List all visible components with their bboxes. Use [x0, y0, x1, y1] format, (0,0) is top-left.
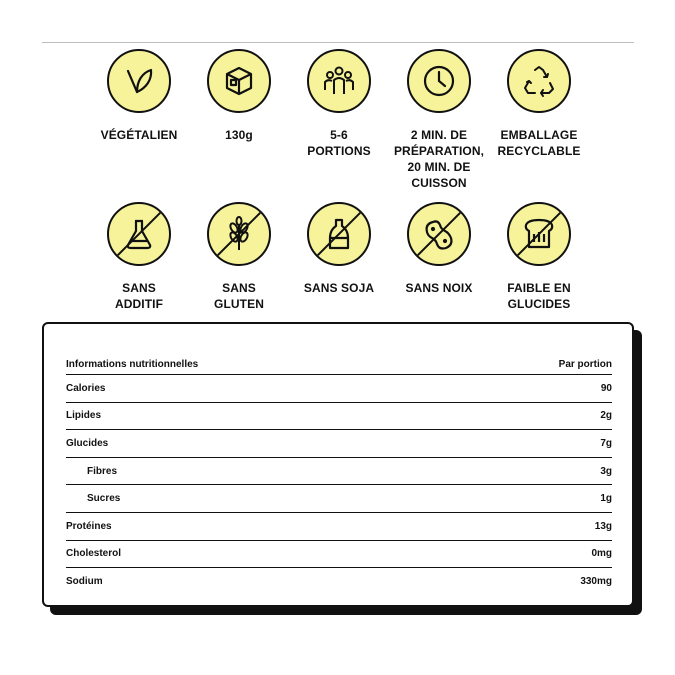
feature-time — [389, 49, 489, 191]
nutrient-value: 3g — [600, 465, 612, 477]
recycle-icon — [507, 49, 571, 113]
feature-label: FAIBLE EN GLUCIDES — [507, 281, 571, 311]
feature-portions — [289, 49, 389, 159]
nutrient-label: Protéines — [66, 520, 112, 532]
nutrient-value: 0mg — [591, 548, 612, 560]
nutrition-header-value: Par portion — [558, 358, 612, 370]
nutrient-value: 2g — [600, 410, 612, 422]
slash-mark — [508, 203, 570, 265]
feature-recyclable — [489, 49, 589, 159]
nutrition-header-label: Informations nutritionnelles — [66, 358, 199, 370]
slash-mark — [108, 203, 170, 265]
people-group-icon — [307, 49, 371, 113]
table-row — [66, 568, 612, 595]
nutrient-label: Calories — [66, 382, 106, 394]
feature-nut-free — [389, 202, 489, 296]
nutrient-value: 7g — [600, 437, 612, 449]
wheat-icon — [207, 202, 271, 266]
bread-icon — [507, 202, 571, 266]
table-row — [66, 458, 612, 486]
nutrient-label: Sodium — [66, 575, 103, 587]
slash-mark — [408, 203, 470, 265]
feature-label: SANS NOIX — [405, 281, 473, 295]
nutrition-table — [66, 356, 612, 595]
feature-soy-free — [289, 202, 389, 296]
nutrition-card — [42, 322, 634, 607]
feature-label: SANS GLUTEN — [214, 281, 264, 311]
feature-weight — [189, 49, 289, 143]
nutrient-label: Fibres — [87, 465, 118, 477]
slash-mark — [308, 203, 370, 265]
table-row — [66, 485, 612, 513]
top-divider — [42, 42, 634, 43]
nutrient-label: Cholesterol — [66, 548, 122, 560]
feature-label: SANS SOJA — [303, 281, 375, 295]
table-row — [66, 541, 612, 569]
table-row — [66, 513, 612, 541]
nutrient-value: 330mg — [580, 575, 612, 587]
vegan-leaf-icon — [107, 49, 171, 113]
package-box-icon — [207, 49, 271, 113]
feature-low-carb — [489, 202, 589, 312]
feature-label: 2 MIN. DE PRÉPARATION, 20 MIN. DE CUISSON — [393, 128, 485, 190]
nutrient-label: Glucides — [66, 437, 109, 449]
nutrient-label: Sucres — [87, 493, 121, 505]
nutrient-label: Lipides — [66, 410, 102, 422]
feature-label: VÉGÉTALIEN — [100, 128, 178, 142]
feature-label: SANS ADDITIF — [114, 281, 164, 311]
nutrient-value: 13g — [594, 520, 612, 532]
soy-sauce-bottle-icon — [307, 202, 371, 266]
slash-mark — [208, 203, 270, 265]
table-row — [66, 430, 612, 458]
feature-label: 130g — [225, 128, 253, 142]
nutrient-value: 1g — [600, 493, 612, 505]
feature-gluten-free — [189, 202, 289, 312]
feature-no-additive — [89, 202, 189, 312]
nutrient-value: 90 — [600, 382, 612, 394]
table-row — [66, 375, 612, 403]
flask-icon — [107, 202, 171, 266]
feature-label: EMBALLAGE RECYCLABLE — [497, 128, 581, 158]
clock-icon — [407, 49, 471, 113]
table-row — [66, 403, 612, 431]
peanut-icon — [407, 202, 471, 266]
feature-label: 5-6 PORTIONS — [307, 128, 371, 158]
feature-vegan — [89, 49, 189, 143]
nutrition-header-row — [66, 356, 612, 375]
